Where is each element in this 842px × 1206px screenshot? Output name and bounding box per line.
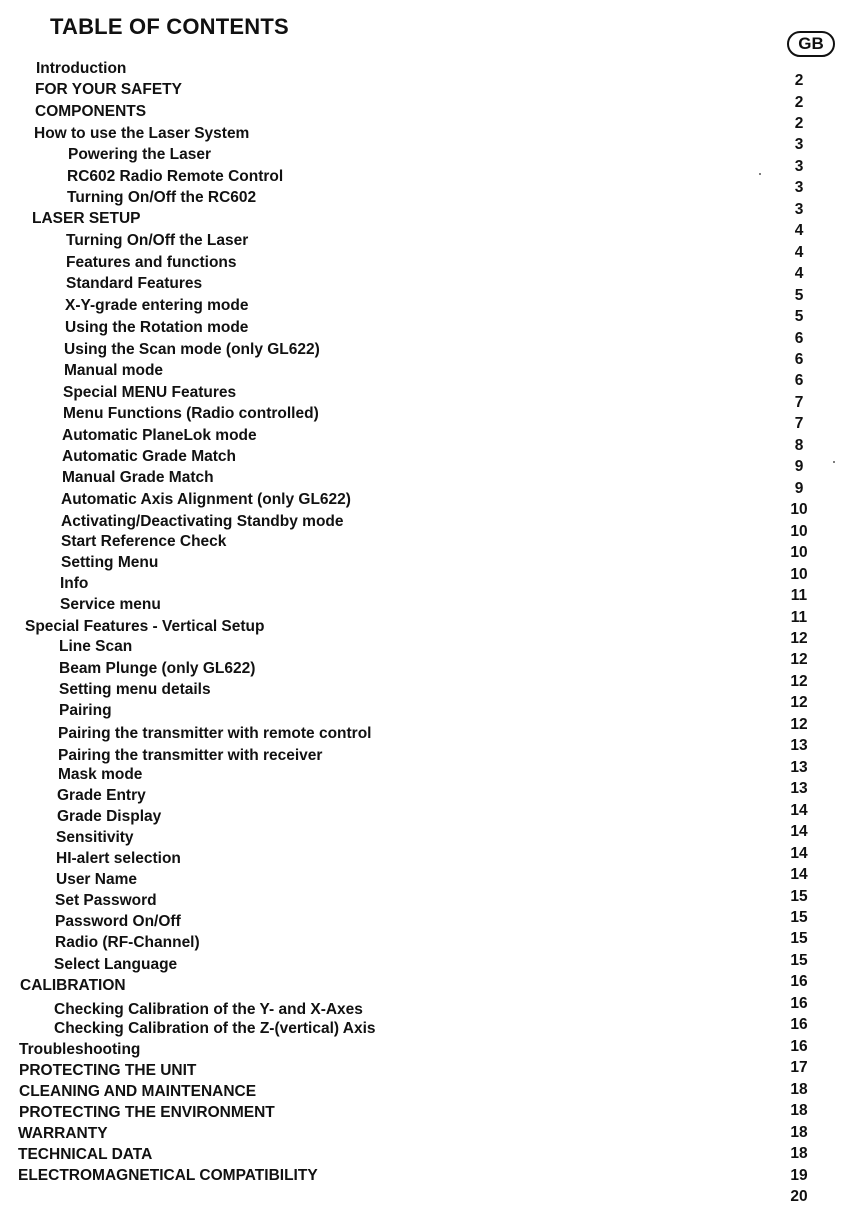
toc-page-number: 18 <box>790 1123 808 1141</box>
toc-page-number: 3 <box>794 136 804 154</box>
toc-entry: Mask mode <box>58 766 143 783</box>
toc-entry: Checking Calibration of the Z-(vertical) Axis <box>54 1020 376 1037</box>
toc-page-number: 12 <box>790 630 808 647</box>
toc-entry: Pairing the transmitter with remote control <box>58 725 372 742</box>
toc-entry: Pairing the transmitter with receiver <box>58 747 323 764</box>
toc-page-number: 16 <box>790 1037 808 1055</box>
toc-page-number: 6 <box>794 329 804 347</box>
toc-entry: Grade Entry <box>57 787 146 804</box>
toc-page-number: 3 <box>794 157 804 175</box>
toc-page-number: 7 <box>794 415 804 433</box>
toc-entry: How to use the Laser System <box>34 125 250 142</box>
toc-page-number: 4 <box>794 243 804 261</box>
toc-page-number: 10 <box>790 544 808 562</box>
toc-page-number: 13 <box>790 758 808 776</box>
toc-entry: Service menu <box>60 596 161 613</box>
toc-page-number: 20 <box>790 1187 808 1205</box>
toc-entry: Beam Plunge (only GL622) <box>59 660 256 677</box>
toc-entry: Line Scan <box>59 638 133 655</box>
toc-entry: Checking Calibration of the Y- and X-Axes <box>54 1001 363 1018</box>
toc-page-number: 12 <box>790 694 808 712</box>
toc-page-number: 18 <box>790 1102 808 1120</box>
toc-page-number: 9 <box>794 458 804 476</box>
toc-entry: User Name <box>56 871 137 888</box>
toc-page-number: 9 <box>794 479 804 497</box>
toc-entry: ELECTROMAGNETICAL COMPATIBILITY <box>18 1167 318 1184</box>
toc-entry: HI-alert selection <box>56 850 181 867</box>
scan-speck <box>759 173 761 175</box>
toc-page-number: 16 <box>790 973 808 991</box>
toc-entry: Sensitivity <box>56 829 134 846</box>
toc-page-number: 2 <box>794 72 804 89</box>
toc-entry: Using the Rotation mode <box>65 319 249 336</box>
language-badge: GB <box>787 31 835 57</box>
toc-page-number: 15 <box>790 908 808 926</box>
toc-entry: Activating/Deactivating Standby mode <box>61 513 344 530</box>
toc-page-number: 18 <box>790 1145 808 1162</box>
toc-entry: Select Language <box>54 956 178 973</box>
toc-entry: Manual mode <box>64 362 164 379</box>
toc-entry: Standard Features <box>66 275 203 292</box>
toc-entry: Turning On/Off the Laser <box>66 232 249 249</box>
toc-entry: Using the Scan mode (only GL622) <box>64 341 320 358</box>
toc-entry: RC602 Radio Remote Control <box>67 168 284 185</box>
toc-entry: Automatic Axis Alignment (only GL622) <box>61 491 351 508</box>
toc-page-number: 5 <box>794 308 804 326</box>
toc-entry: Manual Grade Match <box>62 469 214 486</box>
toc-page-number: 19 <box>790 1166 808 1184</box>
toc-page-number: 3 <box>794 200 804 218</box>
toc-entry: PROTECTING THE UNIT <box>19 1062 197 1079</box>
toc-page-number: 4 <box>794 222 804 240</box>
toc-page-number: 15 <box>790 951 808 969</box>
toc-entry: Powering the Laser <box>68 146 211 163</box>
toc-entry: Menu Functions (Radio controlled) <box>63 405 319 422</box>
toc-page-number: 12 <box>790 715 808 733</box>
toc-entry: Automatic Grade Match <box>62 448 236 465</box>
toc-page-number: 10 <box>790 522 808 540</box>
toc-page-number: 8 <box>794 436 804 454</box>
toc-page-number: 5 <box>794 286 804 304</box>
toc-entry: Automatic PlaneLok mode <box>62 427 257 444</box>
toc-page-number: 2 <box>794 114 804 132</box>
toc-entry: TECHNICAL DATA <box>18 1146 153 1163</box>
toc-entry: Grade Display <box>57 808 162 825</box>
toc-page-number: 14 <box>790 866 808 883</box>
toc-entry: LASER SETUP <box>32 210 141 227</box>
toc-entry: Setting Menu <box>61 554 159 571</box>
toc-page-number: 12 <box>790 672 808 690</box>
toc-entry: WARRANTY <box>18 1125 108 1142</box>
toc-page-number: 11 <box>790 608 808 626</box>
toc-entry: Features and functions <box>66 254 237 271</box>
toc-page-number: 3 <box>794 179 804 197</box>
toc-page-number: 12 <box>790 651 808 669</box>
toc-page-number: 6 <box>794 351 804 368</box>
toc-entry: Start Reference Check <box>61 533 227 550</box>
toc-entry: COMPONENTS <box>35 103 147 120</box>
toc-entry: Special MENU Features <box>63 384 237 401</box>
toc-entry: Info <box>60 575 89 592</box>
toc-page-number: 16 <box>790 994 808 1012</box>
toc-page-number: 11 <box>790 587 808 604</box>
toc-entry: Troubleshooting <box>19 1041 141 1058</box>
toc-page-number: 14 <box>790 844 808 862</box>
scan-speck <box>833 461 835 463</box>
toc-entry: Introduction <box>36 60 127 77</box>
toc-page-number: 2 <box>794 93 804 111</box>
toc-page-number: 13 <box>790 737 808 755</box>
toc-page-number: 14 <box>790 823 808 841</box>
toc-page-number: 10 <box>790 565 808 583</box>
toc-page-number: 7 <box>794 393 804 411</box>
toc-page-number: 4 <box>794 265 804 283</box>
toc-entry: Password On/Off <box>55 913 181 930</box>
toc-page-number: 6 <box>794 372 804 390</box>
toc-page-number: 13 <box>790 780 808 798</box>
toc-entry: FOR YOUR SAFETY <box>35 81 182 98</box>
toc-page-number: 15 <box>790 887 808 905</box>
toc-entry: Radio (RF-Channel) <box>55 934 200 951</box>
toc-entry: Special Features - Vertical Setup <box>25 618 265 635</box>
toc-entry: CLEANING AND MAINTENANCE <box>19 1083 257 1100</box>
toc-entry: X-Y-grade entering mode <box>65 297 249 314</box>
toc-page-number: 16 <box>790 1016 808 1034</box>
page-title: TABLE OF CONTENTS <box>50 14 289 39</box>
toc-page-number: 15 <box>790 930 808 948</box>
toc-page-number: 10 <box>790 501 808 519</box>
toc-entry: Set Password <box>55 892 157 909</box>
toc-entry: CALIBRATION <box>20 977 126 994</box>
toc-entry: PROTECTING THE ENVIRONMENT <box>19 1104 275 1121</box>
toc-entry: Turning On/Off the RC602 <box>67 189 257 206</box>
toc-entry: Pairing <box>59 702 112 719</box>
toc-page-number: 17 <box>790 1059 808 1077</box>
toc-entry: Setting menu details <box>59 681 211 698</box>
toc-page-number: 14 <box>790 801 808 819</box>
toc-page-number: 18 <box>790 1080 808 1098</box>
